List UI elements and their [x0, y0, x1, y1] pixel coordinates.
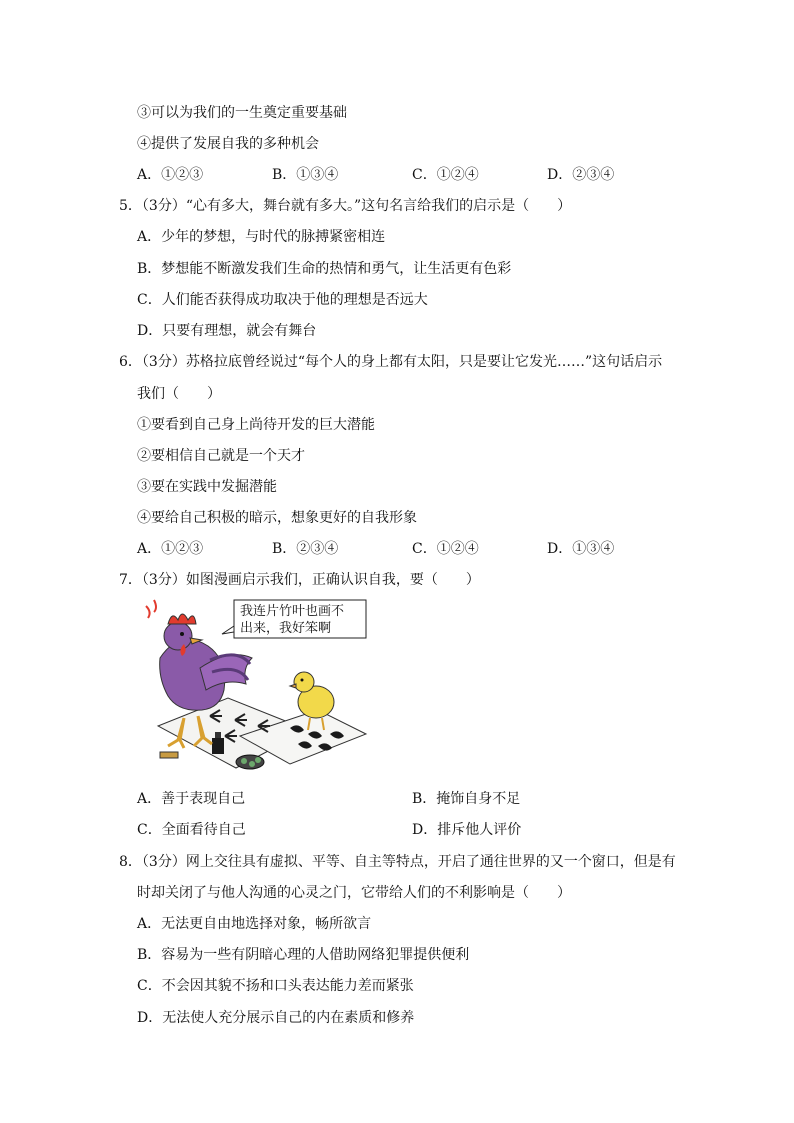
- ink-bottle: [212, 738, 224, 754]
- q6-stem-line-1: 6．（3分）苏格拉底曾经说过“每个人的身上都有太阳，只是要让它发光……”这句话启示: [119, 354, 663, 370]
- q5-option-c[interactable]: C．人们能否获得成功取决于他的理想是否远大: [137, 292, 428, 308]
- q5-option-a[interactable]: A．少年的梦想，与时代的脉搏紧密相连: [137, 229, 386, 245]
- q8-option-d[interactable]: D．无法使人充分展示自己的内在素质和修养: [137, 1010, 415, 1026]
- bubble-line-2: 出来，我好笨啊: [240, 621, 332, 636]
- q5-option-d[interactable]: D．只要有理想，就会有舞台: [137, 323, 317, 339]
- paint-tube: [160, 752, 178, 758]
- q7-stem: 7．（3分）如图漫画启示我们，正确认识自我，要（ ）: [119, 572, 480, 588]
- bubble-line-1: 我连片竹叶也画不: [240, 604, 345, 619]
- q8-option-b[interactable]: B．容易为一些有阴暗心理的人借助网络犯罪提供便利: [137, 947, 470, 963]
- q5-stem: 5．（3分）“心有多大，舞台就有多大。”这句名言给我们的启示是（ ）: [119, 198, 572, 214]
- q8-option-c[interactable]: C．不会因其貌不扬和口头表达能力差而紧张: [137, 978, 414, 994]
- q6-option-d[interactable]: D．①③④: [547, 541, 615, 557]
- q4-option-d[interactable]: D．②③④: [547, 167, 615, 183]
- q7-option-c[interactable]: C．全面看待自己: [137, 822, 246, 838]
- q4-option-a[interactable]: A．①②③: [137, 167, 204, 183]
- q8-stem-line-2: 时却关闭了与他人沟通的心灵之门，它带给人们的不利影响是（ ）: [137, 885, 571, 901]
- q4-item-4: ④提供了发展自我的多种机会: [137, 136, 319, 152]
- q6-item-1: ①要看到自己身上尚待开发的巨大潜能: [137, 417, 375, 433]
- cartoon-rooster-chick: [140, 598, 370, 780]
- q5-option-b[interactable]: B．梦想能不断激发我们生命的热情和勇气，让生活更有色彩: [137, 261, 512, 277]
- q6-item-2: ②要相信自己就是一个天才: [137, 448, 305, 464]
- q7-option-a[interactable]: A．善于表现自己: [137, 791, 246, 807]
- q6-option-a[interactable]: A．①②③: [137, 541, 204, 557]
- q4-options: [0, 166, 794, 184]
- q7-option-d[interactable]: D．排斥他人评价: [412, 822, 522, 838]
- q6-item-4: ④要给自己积极的暗示，想象更好的自我形象: [137, 510, 417, 526]
- q6-options: [0, 540, 794, 558]
- q6-stem-line-2: 我们（ ）: [137, 386, 221, 402]
- q6-item-3: ③要在实践中发掘潜能: [137, 479, 277, 495]
- q6-option-b[interactable]: B．②③④: [272, 541, 339, 557]
- q6-option-c[interactable]: C．①②④: [412, 541, 479, 557]
- q4-option-b[interactable]: B．①③④: [272, 167, 339, 183]
- q4-item-3: ③可以为我们的一生奠定重要基础: [137, 105, 347, 121]
- q8-option-a[interactable]: A．无法更自由地选择对象，畅所欲言: [137, 916, 372, 932]
- q4-option-c[interactable]: C．①②④: [412, 167, 479, 183]
- q7-option-b[interactable]: B．掩饰自身不足: [412, 791, 521, 807]
- q8-stem-line-1: 8．（3分）网上交往具有虚拟、平等、自主等特点，开启了通往世界的又一个窗口，但是有: [119, 854, 676, 870]
